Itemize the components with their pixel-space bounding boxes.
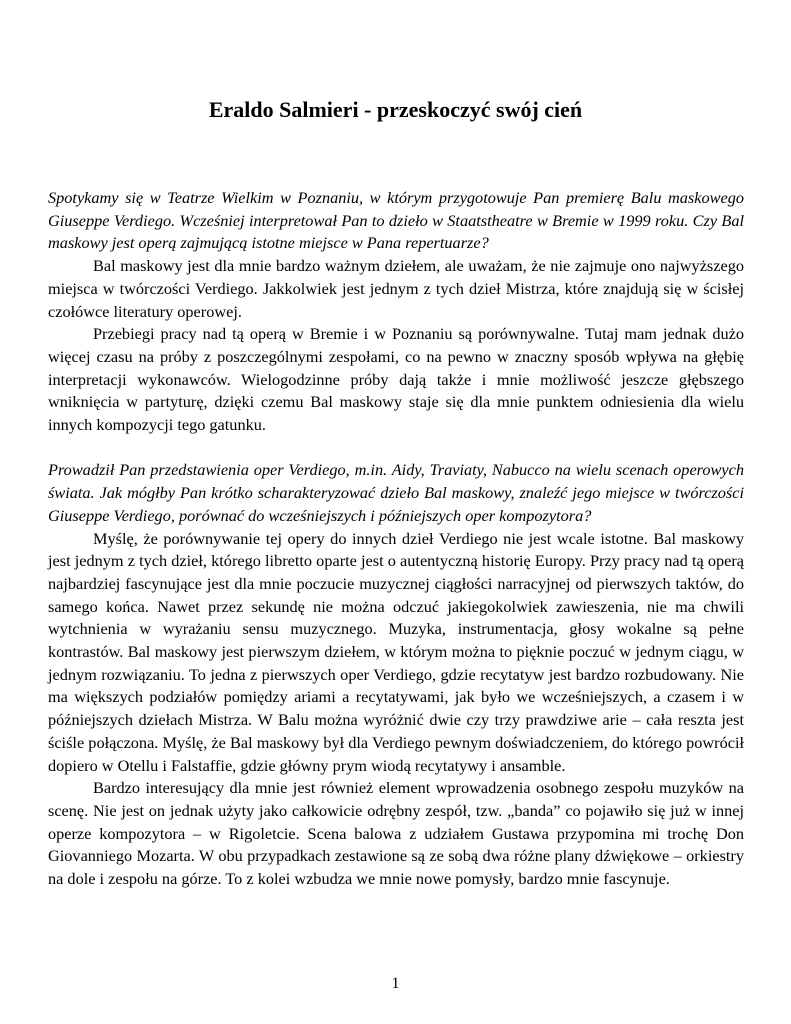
interview-answer-paragraph: Myślę, że porównywanie tej opery do innych dzieł Verdiego nie jest wcale istotne. Bal maskowy jest jednym z tych dzieł, którego libretto oparte jest o autentyczną historię Europy. Przy pracy nad tą operą najbardziej fascynujące jest dla mnie poczucie muzycznej ciągłości narracyjnej od pierwszych taktów, do samego końca. Nawet przez sekundę nie można odczuć jakiegokolwiek zawieszenia, nie ma chwili wytchnienia w wyrażaniu sensu muzycznego. Muzyka, instrumentacja, głosy wokalne są pełne kontrastów. Bal maskowy jest pierwszym dziełem, w którym można to pięknie poczuć w jednym ciągu, w jednym rozwiązaniu. To jedna z pierwszych oper Verdiego, gdzie recytatyw jest bardzo rozbudowany. Nie ma większych podziałów pomiędzy ariami a recytatywami, jak było we wcześniejszych, a czasem i w późniejszych dziełach Mistrza. W Balu można wyróżnić dwie czy trzy prawdziwe arie – cała reszta jest ściśle połączona. Myślę, że Bal maskowy był dla Verdiego pewnym doświadczeniem, do którego powrócił dopiero w Otellu i Falstaffie, gdzie główny prym wiodą recytatywy i ansamble. [48,528,744,775]
section-spacer [48,437,744,460]
page-number: 1 [391,975,400,992]
interview-question-2: Prowadził Pan przedstawienia oper Verdiego, m.in. Aidy, Traviaty, Nabucco na wielu scenach operowych świata. Jak mógłby Pan krótko scharakteryzować dzieło Bal maskowy, znaleźć jego miejsce w twórczości Giuseppe Verdiego, porównać do wcześniejszych i późniejszych oper kompozytora? [48,460,744,525]
document-title: Eraldo Salmieri - przeskoczyć swój cień [208,97,583,122]
interview-answer-paragraph: Bal maskowy jest dla mnie bardzo ważnym dziełem, ale uważam, że nie zajmuje ono najwyższego miejsca w twórczości Verdiego. Jakkolwiek jest jednym z tych dzieł Mistrza, które znajdują się w ścisłej czołówce literatury operowej. [48,256,744,321]
interview-answer-paragraph: Bardzo interesujący dla mnie jest również element wprowadzenia osobnego zespołu muzyków na scenę. Nie jest on jednak użyty jako całkowicie odrębny zespół, tzw. „banda” co pojawiło się już w innej operze kompozytora – w Rigoletcie. Scena balowa z udziałem Gustawa przypomina mi trochę Don Giovanniego Mozarta. W obu przypadkach zestawione są ze sobą dwa różne plany dźwiękowe – orkiestry na dole i zespołu na górze. To z kolei wzbudza we mnie nowe pomysły, bardzo mnie fascynuje. [48,778,744,889]
document-body [48,187,744,891]
interview-answer-paragraph: Przebiegi pracy nad tą operą w Bremie i w Poznaniu są porównywalne. Tutaj mam jednak dużo więcej czasu na próby z poszczególnymi zespołami, co na pewno w znaczny sposób wpływa na głębię interpretacji wykonawców. Wielogodzinne próby dają także i mnie możliwość jeszcze głębszego wniknięcia w partyturę, dzięki czemu Bal maskowy staje się dla mnie punktem odniesienia dla wielu innych kompozycji tego gatunku. [48,324,744,435]
interview-question-1: Spotykamy się w Teatrze Wielkim w Poznaniu, w którym przygotowuje Pan premierę Balu maskowego Giuseppe Verdiego. Wcześniej interpretował Pan to dzieło w Staatstheatre w Bremie w 1999 roku. Czy Bal maskowy jest operą zajmującą istotne miejsce w Pana repertuarze? [48,188,744,253]
